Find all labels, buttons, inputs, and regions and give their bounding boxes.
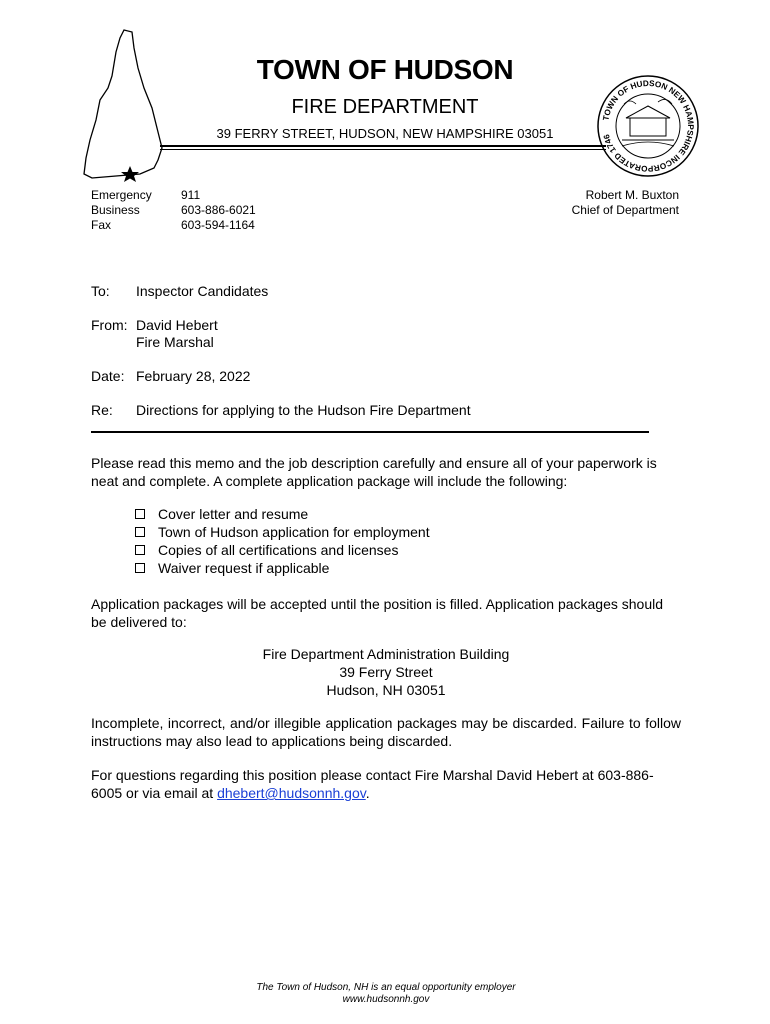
star-icon [121,166,139,182]
checkbox-icon [135,563,145,573]
memo-re-value: Directions for applying to the Hudson Fire Department [136,402,471,418]
email-link[interactable]: dhebert@hudsonnh.gov [217,785,366,801]
checklist-item-label: Cover letter and resume [158,506,309,522]
contact-value: 603-886-6021 [181,203,256,217]
checklist-item [135,523,430,541]
memo-to-value: Inspector Candidates [136,283,269,299]
contact-list [91,188,256,233]
delivery-address [91,645,681,699]
contact-value: 603-594-1164 [181,218,255,232]
checklist-item-label: Copies of all certifications and licenses [158,542,399,558]
memo-re [91,402,471,418]
footer-eoe: The Town of Hudson, NH is an equal opportunity employer [256,982,516,993]
checkbox-icon [135,509,145,519]
memo-to [91,283,268,299]
chief-block [572,188,679,218]
memo-date [91,368,250,384]
contact-row [91,203,256,218]
new-hampshire-map-icon [78,28,168,198]
delivery-building: Fire Department Administration Building [262,646,510,662]
town-seal-icon [596,74,700,178]
contact-label: Emergency [91,188,152,202]
header-rule-thin [160,149,606,150]
warning-paragraph: Incomplete, incorrect, and/or illegible application packages may be discarded. Failure to follow instructions may also lead to applications being discarded. [91,715,681,749]
header-rule [160,145,606,147]
checklist-item-label: Waiver request if applicable [158,560,330,576]
memo-from-value: David Hebert [136,317,218,333]
checklist-item [135,541,430,559]
intro-paragraph: Please read this memo and the job description carefully and ensure all of your paperwork is neat and complete. A complete application package will include the following: [91,455,657,489]
delivery-city: Hudson, NH 03051 [326,682,446,698]
footer [91,982,681,1006]
checkbox-icon [135,527,145,537]
checklist-item [135,559,430,577]
memo-from-label: From: [91,317,128,333]
checklist-item-label: Town of Hudson application for employment [158,524,430,540]
delivery-paragraph: Application packages will be accepted until the position is filled. Application packages should be delivered to: [91,596,664,630]
memo-separator [91,431,649,433]
delivery-street: 39 Ferry Street [339,664,433,680]
checklist-item [135,505,430,523]
contact-paragraph [91,766,681,802]
memo-re-label: Re: [91,402,113,418]
chief-name: Robert M. Buxton [585,188,679,202]
memo-date-label: Date: [91,368,125,384]
memo-to-label: To: [91,283,110,299]
contact-row [91,188,256,203]
org-title: TOWN OF HUDSON [256,54,514,85]
application-checklist [135,505,430,577]
memo-from [91,317,218,333]
contact-label: Business [91,203,140,217]
memo-from-title-value: Fire Marshal [136,334,214,350]
contact-value: 911 [181,188,201,202]
department-address: 39 FERRY STREET, HUDSON, NEW HAMPSHIRE 03051 [216,126,554,141]
chief-title: Chief of Department [571,203,679,217]
svg-text:TOWN OF HUDSON NEW HAMPSHIRE I: TOWN OF HUDSON NEW HAMPSHIRE INCORPORATED 1746 [601,78,696,174]
contact-row [91,218,256,233]
checkbox-icon [135,545,145,555]
contact-label: Fax [91,218,112,232]
department-title: FIRE DEPARTMENT [291,96,479,118]
contact-suffix: . [365,785,370,801]
memo-from-title [91,334,214,350]
memo-date-value: February 28, 2022 [136,368,251,384]
footer-website: www.hudsonnh.gov [342,994,430,1005]
contact-text: For questions regarding this position please contact Fire Marshal David Hebert at 603-886-6005 or via email at [91,767,654,801]
